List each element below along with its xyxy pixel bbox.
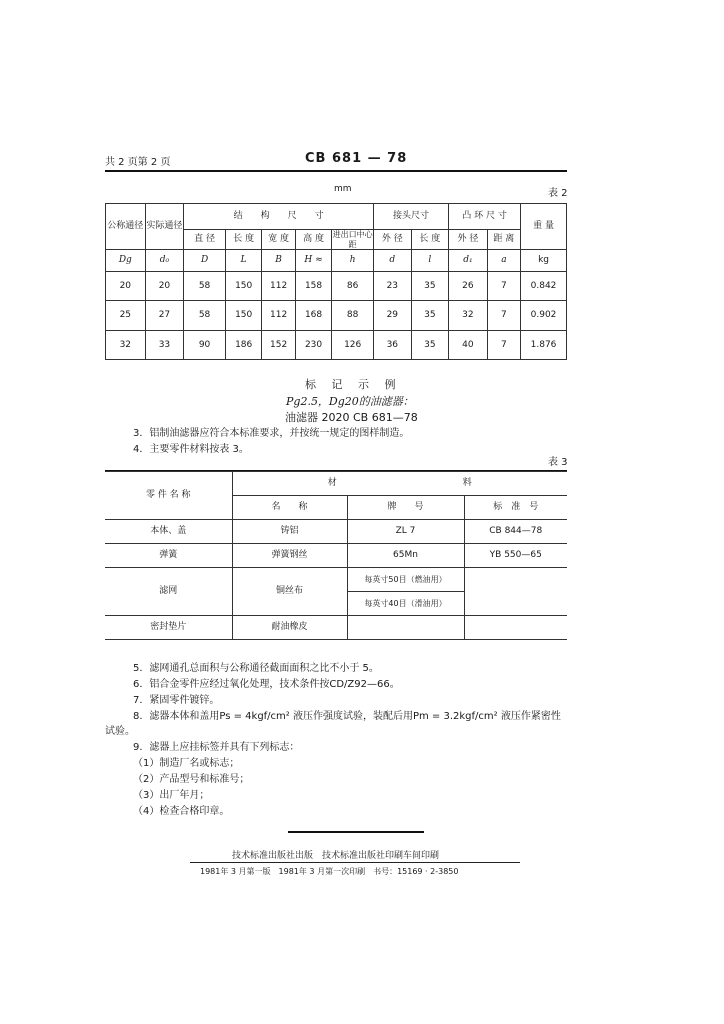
cell: 36 bbox=[374, 331, 412, 360]
cell bbox=[464, 568, 567, 616]
print-info-line: 1981年 3 月第一版 1981年 3 月第一次印刷 书号：15169 · 2-3850 bbox=[200, 867, 459, 876]
marking-item-1: （1）制造厂名或标志； bbox=[133, 758, 240, 769]
table-row bbox=[106, 301, 567, 331]
header-material: 材 料 bbox=[232, 472, 567, 496]
col-symbol: kg bbox=[521, 250, 567, 272]
cell: YB 550—65 bbox=[464, 544, 567, 568]
cell: 86 bbox=[332, 272, 374, 301]
col-name: 进出口中心距 bbox=[332, 230, 373, 249]
header-rule bbox=[105, 170, 567, 172]
table-row bbox=[106, 331, 567, 360]
table-3 bbox=[105, 471, 567, 640]
clause-8-cont: 试验。 bbox=[105, 726, 135, 737]
example-line-1: Pg2.5，Dg20的油滤器： bbox=[286, 395, 414, 408]
header-part-name: 零 件 名 称 bbox=[105, 472, 232, 520]
col-name: 距 离 bbox=[487, 230, 520, 250]
footer-rule bbox=[190, 862, 520, 863]
cell: 168 bbox=[295, 301, 332, 331]
cell: 每英寸40目（滑油用） bbox=[347, 592, 464, 616]
header-weight: 重 量 bbox=[521, 204, 567, 250]
col-name: 长 度 bbox=[225, 230, 262, 250]
cell: 铜丝布 bbox=[232, 568, 347, 616]
table-row bbox=[106, 272, 567, 301]
cell bbox=[464, 616, 567, 640]
cell: 20 bbox=[106, 272, 146, 301]
cell: 112 bbox=[262, 301, 295, 331]
clause-5: 5．滤网通孔总面积与公称通径截面面积之比不小于 5。 bbox=[133, 663, 379, 674]
header-structure-dimensions: 结 构 尺 寸 bbox=[184, 204, 374, 230]
col-symbol: h bbox=[332, 250, 374, 272]
cell: 35 bbox=[411, 301, 449, 331]
cell: 25 bbox=[106, 301, 146, 331]
cell: 35 bbox=[411, 272, 449, 301]
cell: 230 bbox=[295, 331, 332, 360]
table-row bbox=[105, 520, 567, 544]
col-symbol: D bbox=[184, 250, 226, 272]
table2-unit: mm bbox=[334, 184, 352, 194]
cell: 27 bbox=[145, 301, 184, 331]
table-row bbox=[105, 568, 567, 592]
table-2 bbox=[105, 203, 567, 360]
cell: 7 bbox=[487, 301, 520, 331]
col-symbol: l bbox=[411, 250, 449, 272]
cell: 126 bbox=[332, 331, 374, 360]
cell: 32 bbox=[106, 331, 146, 360]
clause-4: 4．主要零件材料按表 3。 bbox=[133, 444, 249, 455]
col-name: 外 径 bbox=[374, 230, 412, 250]
col-name: 宽 度 bbox=[262, 230, 295, 250]
cell bbox=[347, 616, 464, 640]
cell: 65Mn bbox=[347, 544, 464, 568]
cell: 58 bbox=[184, 301, 226, 331]
cell: CB 844—78 bbox=[464, 520, 567, 544]
col-name: 高 度 bbox=[295, 230, 332, 250]
col-symbol: d₀ bbox=[145, 250, 184, 272]
cell: 每英寸50目（燃油用） bbox=[347, 568, 464, 592]
col-symbol: d₁ bbox=[449, 250, 488, 272]
header-actual-diameter: 实际通径 bbox=[145, 204, 184, 250]
clause-6: 6．铝合金零件应经过氧化处理，技术条件按CD/Z92—66。 bbox=[133, 679, 400, 690]
cell: 23 bbox=[374, 272, 412, 301]
col-symbol: d bbox=[374, 250, 412, 272]
header-nominal-diameter: 公称通径 bbox=[106, 204, 146, 250]
cell: 186 bbox=[225, 331, 262, 360]
cell: 35 bbox=[411, 331, 449, 360]
cell: 弹簧 bbox=[105, 544, 232, 568]
header-standard: 标 准 号 bbox=[464, 496, 567, 520]
cell: 滤网 bbox=[105, 568, 232, 616]
col-symbol: Dg bbox=[106, 250, 146, 272]
cell: 本体、盖 bbox=[105, 520, 232, 544]
cell: 150 bbox=[225, 301, 262, 331]
cell: 112 bbox=[262, 272, 295, 301]
cell: 耐油橡皮 bbox=[232, 616, 347, 640]
cell: 32 bbox=[449, 301, 488, 331]
table3-label: 表 3 bbox=[548, 457, 568, 468]
clause-8: 8．滤器本体和盖用Ps = 4kgf/cm² 液压作强度试验，装配后用Pm = 3.2kgf/cm² 液压作紧密性 bbox=[133, 711, 561, 722]
cell: 40 bbox=[449, 331, 488, 360]
example-title: 标 记 示 例 bbox=[305, 378, 402, 391]
cell: 58 bbox=[184, 272, 226, 301]
table-row bbox=[105, 616, 567, 640]
cell: 7 bbox=[487, 331, 520, 360]
clause-7: 7．紧固零件镀锌。 bbox=[133, 695, 220, 706]
cell: 密封垫片 bbox=[105, 616, 232, 640]
cell: ZL 7 bbox=[347, 520, 464, 544]
cell: 158 bbox=[295, 272, 332, 301]
cell: 1.876 bbox=[521, 331, 567, 360]
col-symbol: B bbox=[262, 250, 295, 272]
example-line-2: 油滤器 2020 CB 681—78 bbox=[285, 411, 418, 424]
cell: 150 bbox=[225, 272, 262, 301]
table-row bbox=[105, 544, 567, 568]
clause-9: 9．滤器上应挂标签并具有下列标志： bbox=[133, 742, 300, 753]
cell: 0.842 bbox=[521, 272, 567, 301]
cell: 152 bbox=[262, 331, 295, 360]
footer-short-rule bbox=[288, 831, 424, 833]
col-symbol: L bbox=[225, 250, 262, 272]
header-material-name: 名 称 bbox=[232, 496, 347, 520]
cell: 0.902 bbox=[521, 301, 567, 331]
col-symbol: a bbox=[487, 250, 520, 272]
cell: 弹簧钢丝 bbox=[232, 544, 347, 568]
standard-number: CB 681 — 78 bbox=[305, 151, 408, 166]
cell: 26 bbox=[449, 272, 488, 301]
col-name: 长 度 bbox=[411, 230, 449, 250]
page-count: 共 2 页第 2 页 bbox=[105, 157, 171, 168]
cell: 29 bbox=[374, 301, 412, 331]
col-name: 外 径 bbox=[449, 230, 488, 250]
marking-item-4: （4）检查合格印章。 bbox=[133, 806, 230, 817]
publisher-line: 技术标准出版社出版 技术标准出版社印刷车间印刷 bbox=[232, 851, 440, 861]
col-name: 直 径 bbox=[184, 230, 226, 250]
col-symbol: H ≈ bbox=[295, 250, 332, 272]
cell: 7 bbox=[487, 272, 520, 301]
cell: 33 bbox=[145, 331, 184, 360]
header-grade: 牌 号 bbox=[347, 496, 464, 520]
cell: 铸铝 bbox=[232, 520, 347, 544]
header-flange-dimensions: 凸 环 尺 寸 bbox=[449, 204, 521, 230]
marking-item-2: （2）产品型号和标准号； bbox=[133, 774, 250, 785]
clause-3: 3．铝制油滤器应符合本标准要求，并按统一规定的图样制造。 bbox=[133, 428, 410, 439]
cell: 90 bbox=[184, 331, 226, 360]
header-joint-dimensions: 接头尺寸 bbox=[374, 204, 449, 230]
cell: 20 bbox=[145, 272, 184, 301]
cell: 88 bbox=[332, 301, 374, 331]
marking-item-3: （3）出厂年月； bbox=[133, 790, 210, 801]
table2-label: 表 2 bbox=[548, 188, 568, 199]
